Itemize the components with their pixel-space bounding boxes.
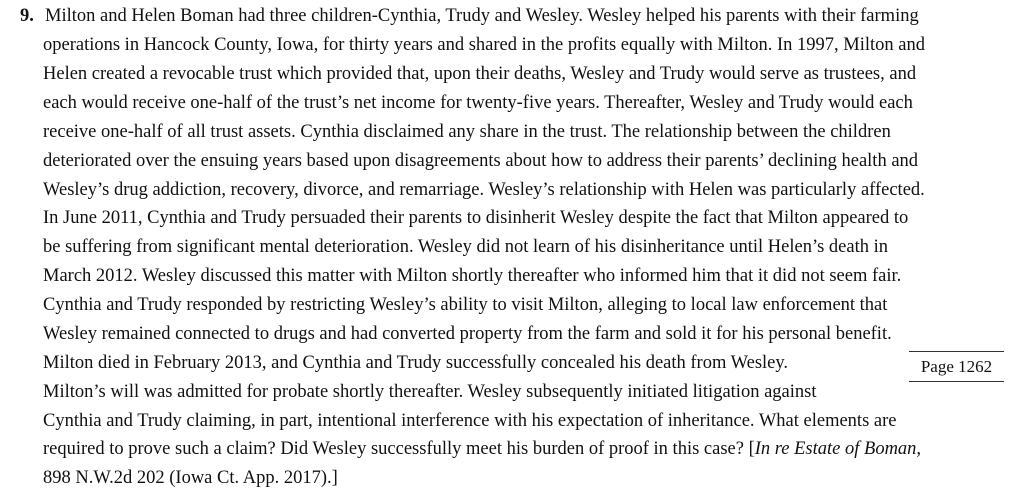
problem-text-line-citation	[43, 438, 921, 460]
problem-text-line: operations in Hancock County, Iowa, for thirty years and shared in the profits equally with Milton. In 1997, Milton and	[43, 35, 926, 55]
case-name: In re Estate of Boman,	[754, 439, 922, 459]
problem-text-line: Cynthia and Trudy claiming, in part, intentional interference with his expectation of inheritance. What elements are	[43, 411, 897, 431]
problem-text-line: receive one-half of all trust assets. Cynthia disclaimed any share in the trust. The relationship between the children	[43, 122, 891, 142]
question-text: required to prove such a claim? Did Wesley successfully meet his burden of proof in this case? [	[43, 439, 755, 459]
problem-text-line: Cynthia and Trudy responded by restricting Wesley’s ability to visit Milton, alleging to local law enforcement that	[43, 295, 888, 315]
problem-text-line: Wesley’s drug addiction, recovery, divorce, and remarriage. Wesley’s relationship with Helen was particularly affected.	[43, 180, 925, 200]
problem-text-line: deteriorated over the ensuing years based upon disagreements about how to address their parents’ declining health and	[43, 151, 919, 171]
problem-text-line: Milton and Helen Boman had three children-Cynthia, Trudy and Wesley. Wesley helped his parents with their farming	[45, 6, 919, 26]
problem-text-line: be suffering from significant mental deterioration. Wesley did not learn of his disinheritance until Helen’s death in	[43, 237, 889, 257]
problem-text-line: each would receive one-half of the trust’s net income for twenty-five years. Thereafter, Wesley and Trudy would each	[43, 93, 913, 113]
problem-text-line: In June 2011, Cynthia and Trudy persuaded their parents to disinherit Wesley despite the fact that Milton appeared to	[43, 208, 909, 228]
page-number-marker: Page 1262	[909, 351, 1004, 382]
problem-text-line: Helen created a revocable trust which provided that, upon their deaths, Wesley and Trudy would serve as trustees, and	[43, 64, 917, 84]
problem-text-line: Wesley remained connected to drugs and had converted property from the farm and sold it for his personal benefit.	[43, 324, 892, 344]
case-citation: 898 N.W.2d 202 (Iowa Ct. App. 2017).]	[43, 468, 338, 488]
problem-text-line: Milton died in February 2013, and Cynthia and Trudy successfully concealed his death from Wesley.	[43, 353, 789, 373]
problem-text-line: March 2012. Wesley discussed this matter with Milton shortly thereafter who informed him that it did not seem fair.	[43, 266, 902, 286]
problem-text-line: Milton’s will was admitted for probate shortly thereafter. Wesley subsequently initiated litigation against	[43, 382, 817, 402]
problem-number: 9.	[20, 6, 34, 26]
